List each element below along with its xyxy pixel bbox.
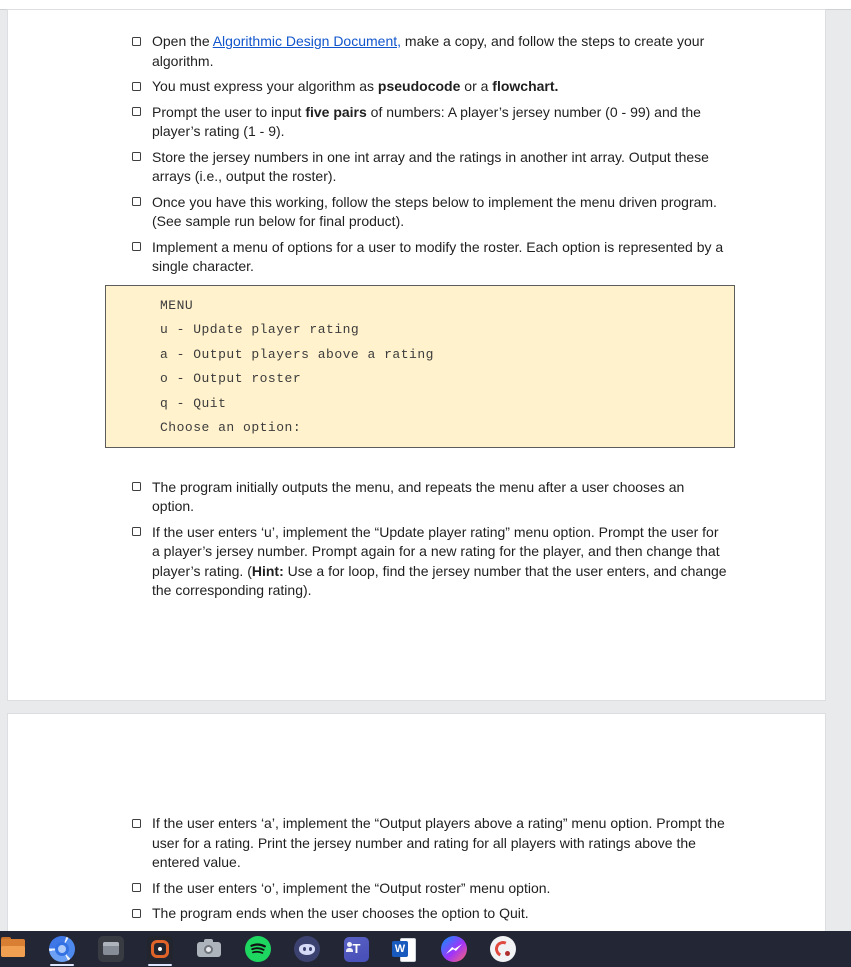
active-app-indicator (148, 964, 172, 966)
algorithmic-design-document-link[interactable]: Algorithmic Design Document, (212, 33, 402, 49)
screen-recorder-icon[interactable] (147, 936, 173, 962)
list-item-8 (131, 523, 730, 601)
spotify-logo-icon (245, 936, 271, 962)
menu-line-prompt: Choose an option: (160, 420, 302, 435)
list-item-text: The program ends when the user chooses the option to Quit. (152, 905, 529, 921)
list-item-text: Prompt the user to input five pairs of numbers: A player’s jersey number (0 - 99) and the player’s rating (1 - 9). (152, 103, 701, 139)
list-item-5 (131, 193, 730, 232)
camera-icon[interactable] (196, 936, 222, 962)
globe-icon (49, 936, 75, 962)
taskbar (0, 931, 851, 967)
spotify-icon[interactable] (245, 936, 271, 962)
checkbox-bullet-icon (132, 527, 141, 536)
checkbox-bullet-icon (132, 197, 141, 206)
active-app-indicator (50, 964, 74, 966)
list-item-4 (131, 148, 730, 187)
list-item-text: Open the Algorithmic Design Document, make a copy, and follow the steps to create your algorithm. (152, 33, 705, 69)
list-item-7 (131, 478, 730, 517)
discord-clyde-icon (299, 944, 315, 955)
list-item-text: The program initially outputs the menu, and repeats the menu after a user chooses an option. (152, 478, 685, 514)
list-item-2 (131, 77, 730, 97)
list-item-3 (131, 103, 730, 142)
checkbox-bullet-icon (132, 482, 141, 491)
menu-line-roster: o - Output roster (160, 371, 302, 386)
checkbox-bullet-icon (132, 152, 141, 161)
menu-line-quit: q - Quit (160, 395, 227, 411)
list-item-10 (131, 879, 730, 899)
teams-logo-icon: T (344, 937, 369, 962)
app-window-icon[interactable] (98, 936, 124, 962)
list-item-1 (131, 32, 730, 71)
list-item-11 (131, 904, 730, 924)
checkbox-bullet-icon (132, 242, 141, 251)
word-icon[interactable]: W (392, 936, 418, 962)
list-item-9 (131, 814, 730, 873)
instruction-list-1 (8, 32, 825, 277)
checkbox-bullet-icon (132, 909, 141, 918)
instruction-list-3 (8, 814, 825, 924)
document-page-2[interactable] (8, 714, 825, 931)
document-page-1[interactable] (8, 10, 825, 700)
checkbox-bullet-icon (132, 107, 141, 116)
menu-sample-box (105, 285, 735, 448)
list-item-text: Implement a menu of options for a user to modify the roster. Each option is represented by a single character. (152, 238, 724, 274)
list-item-text: If the user enters ‘a’, implement the “Output players above a rating” menu option. Prompt the user for a rating. Print the jersey number and rating for all players with ratings above the entered value. (152, 815, 725, 870)
list-item-text: You must express your algorithm as pseudocode or a flowchart. (152, 78, 559, 94)
messenger-icon[interactable] (441, 936, 467, 962)
checkbox-bullet-icon (132, 883, 141, 892)
checkbox-bullet-icon (132, 819, 141, 828)
list-item-6 (131, 238, 730, 277)
media-player-icon[interactable] (490, 936, 516, 962)
menu-line-title: MENU (160, 297, 194, 313)
file-manager-icon[interactable] (0, 936, 26, 962)
list-item-text: If the user enters ‘u’, implement the “Update player rating” menu option. Prompt the user for a player’s jersey number. Prompt again for a new rating for the player, and then change that player’s rating. (Hint: Use a for loop, find the jersey number that the user enters, and change the corresponding rating). (152, 523, 727, 598)
list-item-text: If the user enters ‘o’, implement the “Output roster” menu option. (152, 879, 551, 896)
instruction-list-2 (8, 478, 825, 601)
record-frame-icon (147, 936, 173, 962)
checkbox-bullet-icon (132, 82, 141, 91)
list-item-text: Store the jersey numbers in one int array and the ratings in another int array. Output these arrays (i.e., output the roster). (152, 148, 709, 184)
chromium-browser-icon[interactable] (49, 936, 75, 962)
menu-line-update: u - Update player rating (160, 322, 360, 337)
list-item-text: Once you have this working, follow the steps below to implement the menu driven program. (See sample run below for final product). (152, 193, 717, 229)
page-top-edge (0, 0, 851, 10)
discord-icon[interactable] (294, 936, 320, 962)
menu-line-above: a - Output players above a rating (160, 346, 434, 362)
checkbox-bullet-icon (132, 37, 141, 46)
teams-icon[interactable] (343, 936, 369, 962)
